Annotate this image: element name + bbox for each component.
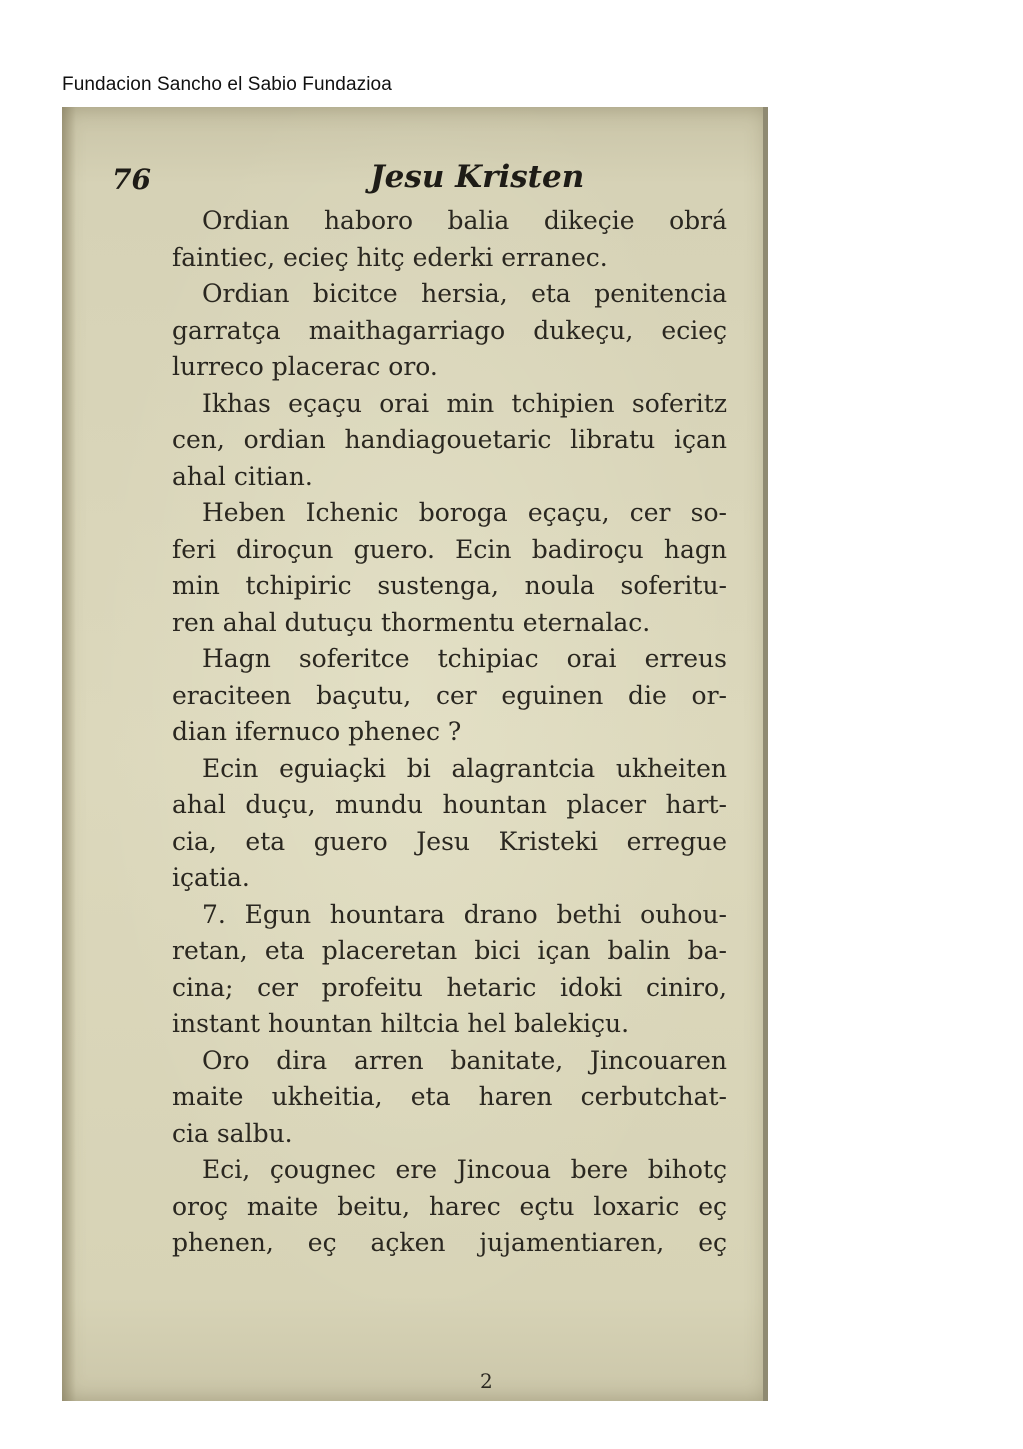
text-line: Ordian haboro balia dikeçie obrá — [202, 206, 727, 235]
text-line: Oro dira arren banitate, Jincouaren — [202, 1045, 727, 1075]
text-line: dian ifernuco phenec ? — [172, 717, 462, 746]
text-line: instant hountan hiltcia hel balekiçu. — [172, 1009, 630, 1038]
text-line: Eci, çougnec ere Jincoua bere bihotç — [202, 1155, 727, 1184]
text-line: cia salbu. — [172, 1118, 293, 1148]
text-line: Heben Ichenic boroga eçaçu, cer so- — [202, 498, 727, 527]
text-line: maite ukheitia, eta haren cerbutchat- — [172, 1082, 727, 1111]
text-line: oroç maite beitu, harec eçtu loxaric eç — [172, 1191, 727, 1221]
text-line: feri diroçun guero. Ecin badiroçu hagn — [172, 534, 727, 564]
text-line: lurreco placerac oro. — [172, 352, 438, 381]
text-line: içatia. — [172, 863, 250, 892]
text-line: cina; cer profeitu hetaric idoki ciniro, — [172, 972, 727, 1002]
text-line: 7. Egun hountara drano bethi ouhou- — [202, 899, 727, 929]
text-line: phenen, eç açken jujamentiaren, eç — [172, 1228, 727, 1257]
text-line: Ecin eguiaçki bi alagrantcia ukheiten — [202, 753, 727, 783]
text-line: Ikhas eçaçu orai min tchipien soferitz — [202, 388, 727, 418]
text-line: garratça maithagarriago dukeçu, ecieç — [172, 315, 727, 345]
text-line: min tchipiric sustenga, noula soferitu- — [172, 571, 727, 600]
scanned-page — [62, 107, 768, 1401]
page-number: 76 — [112, 163, 151, 196]
text-line: ahal citian. — [172, 461, 313, 491]
text-line: retan, eta placeretan bici içan balin ba- — [172, 936, 727, 965]
text-line: ahal duçu, mundu hountan placer hart- — [172, 790, 727, 819]
text-line: cen, ordian handiagouetaric libratu içan — [172, 425, 727, 454]
text-line: faintiec, ecieç hitç ederki erranec. — [172, 242, 608, 272]
running-head — [62, 155, 768, 205]
text-line: Ordian bicitce hersia, eta penitencia — [202, 279, 727, 308]
text-line: Hagn soferitce tchipiac orai erreus — [202, 644, 727, 673]
text-line: cia, eta guero Jesu Kristeki erregue — [172, 826, 727, 856]
signature-mark: 2 — [480, 1369, 493, 1393]
page-header-title: Jesu Kristen — [370, 159, 585, 195]
text-line: eraciteen baçutu, cer eguinen die or- — [172, 680, 727, 710]
source-header: Fundacion Sancho el Sabio Fundazioa — [62, 74, 392, 95]
text-line: ren ahal dutuçu thormentu eternalac. — [172, 607, 651, 637]
